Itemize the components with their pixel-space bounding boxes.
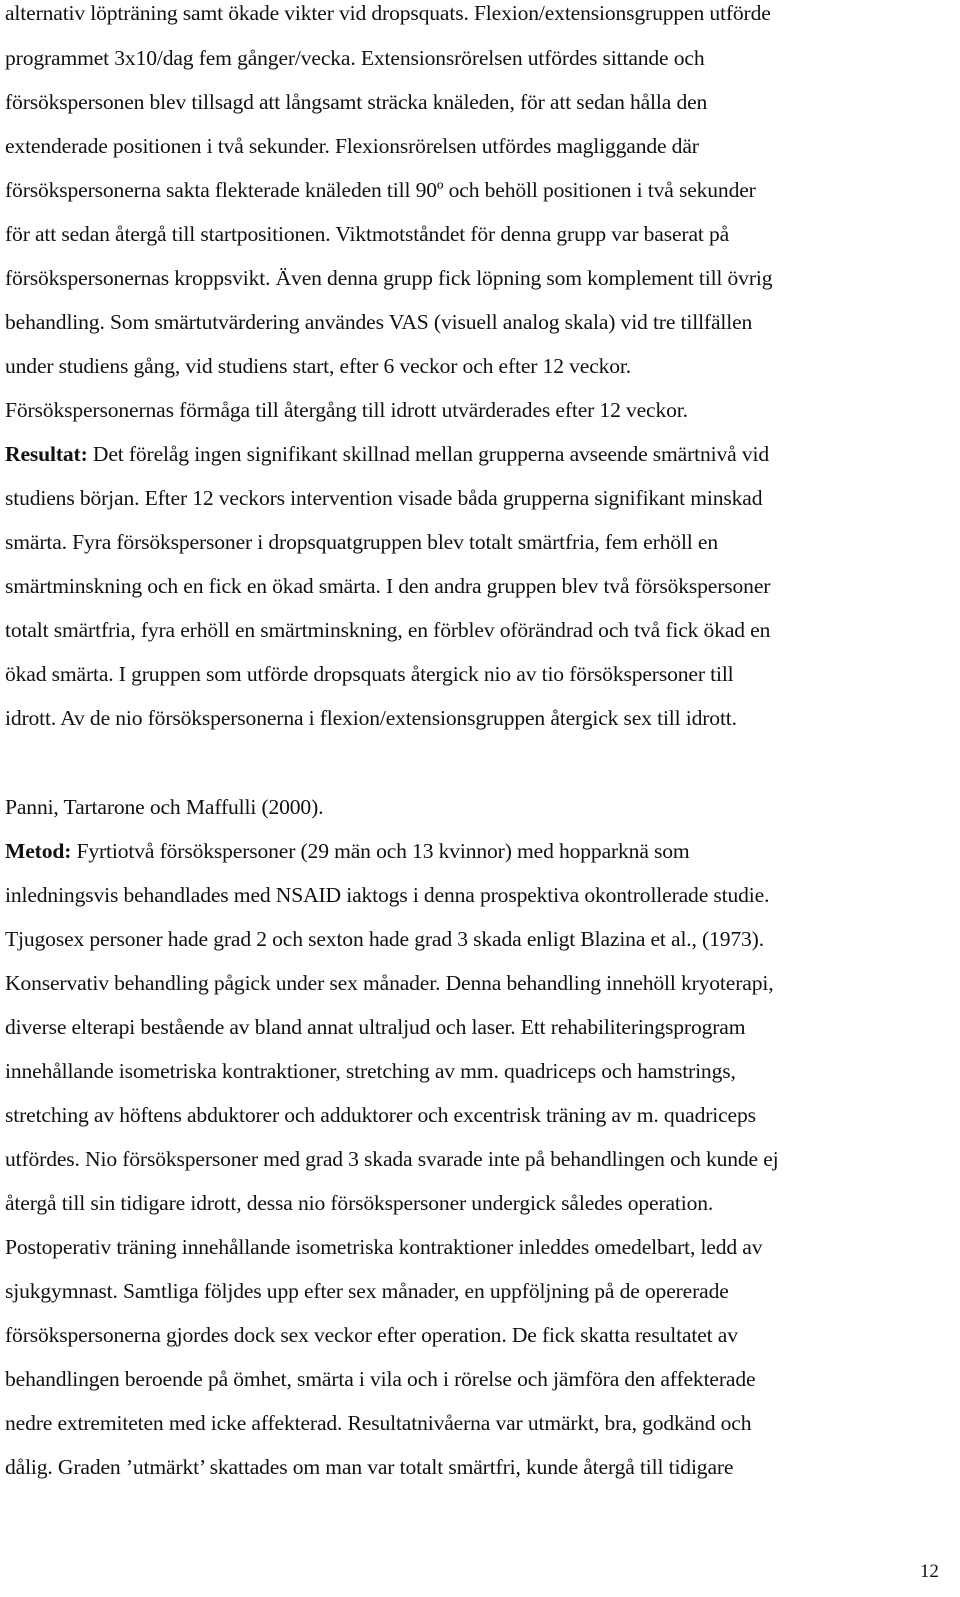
results-text: Det förelåg ingen signifikant skillnad mellan grupperna avseende smärtnivå vid xyxy=(87,442,769,466)
text-line: programmet 3x10/dag fem gånger/vecka. Extensionsrörelsen utfördes sittande och xyxy=(5,46,705,70)
text-line: stretching av höftens abduktorer och adduktorer och excentrisk träning av m. quadriceps xyxy=(5,1103,756,1127)
method-text: Fyrtiotvå försökspersoner (29 män och 13 kvinnor) med hopparknä som xyxy=(71,839,690,863)
page-number: 12 xyxy=(920,1561,939,1582)
text-line: behandlingen beroende på ömhet, smärta i vila och i rörelse och jämföra den affekterade xyxy=(5,1367,756,1391)
text-line: försökspersonerna sakta flekterade knäleden till 90º och behöll positionen i två sekunder xyxy=(5,178,756,202)
text-line: Postoperativ träning innehållande isometriska kontraktioner inleddes omedelbart, ledd av xyxy=(5,1235,763,1259)
text-line: återgå till sin tidigare idrott, dessa nio försökspersoner undergick således operation. xyxy=(5,1191,714,1215)
text-line: Tjugosex personer hade grad 2 och sexton hade grad 3 skada enligt Blazina et al., (1973). xyxy=(5,927,764,951)
text-line: ökad smärta. I gruppen som utförde dropsquats återgick nio av tio försökspersoner till xyxy=(5,662,734,686)
results-line xyxy=(5,441,769,467)
text-line: behandling. Som smärtutvärdering användes VAS (visuell analog skala) vid tre tillfällen xyxy=(5,310,753,334)
text-line: försökspersonernas kroppsvikt. Även denna grupp fick löpning som komplement till övrig xyxy=(5,266,773,290)
text-line: försökspersonen blev tillsagd att långsamt sträcka knäleden, för att sedan hålla den xyxy=(5,90,708,114)
text-line: alternativ löpträning samt ökade vikter vid dropsquats. Flexion/extensionsgruppen utförde xyxy=(5,1,771,25)
method-line xyxy=(5,838,690,864)
text-line: extenderade positionen i två sekunder. Flexionsrörelsen utfördes magliggande där xyxy=(5,134,699,158)
text-line: försökspersonerna gjordes dock sex veckor efter operation. De fick skatta resultatet av xyxy=(5,1323,738,1347)
text-line: sjukgymnast. Samtliga följdes upp efter sex månader, en uppföljning på de opererade xyxy=(5,1279,729,1303)
text-line: inledningsvis behandlades med NSAID iaktogs i denna prospektiva okontrollerade studie. xyxy=(5,883,770,907)
results-label: Resultat: xyxy=(5,442,88,466)
text-line: under studiens gång, vid studiens start, efter 6 veckor och efter 12 veckor. xyxy=(5,354,632,378)
text-line: totalt smärtfria, fyra erhöll en smärtminskning, en förblev oförändrad och två fick ökad en xyxy=(5,618,771,642)
text-line: Försökspersonernas förmåga till återgång till idrott utvärderades efter 12 veckor. xyxy=(5,398,688,422)
text-line: för att sedan återgå till startpositionen. Viktmotståndet för denna grupp var baserat på xyxy=(5,222,730,246)
method-label: Metod: xyxy=(5,839,72,863)
text-line: idrott. Av de nio försökspersonerna i flexion/extensionsgruppen återgick sex till idrott. xyxy=(5,706,737,730)
text-line: Konservativ behandling pågick under sex månader. Denna behandling innehöll kryoterapi, xyxy=(5,971,774,995)
text-line: innehållande isometriska kontraktioner, stretching av mm. quadriceps och hamstrings, xyxy=(5,1059,736,1083)
text-line: smärta. Fyra försökspersoner i dropsquatgruppen blev totalt smärtfria, fem erhöll en xyxy=(5,530,718,554)
text-line: utfördes. Nio försökspersoner med grad 3 skada svarade inte på behandlingen och kunde ej xyxy=(5,1147,779,1171)
text-line: smärtminskning och en fick en ökad smärta. I den andra gruppen blev två försökspersoner xyxy=(5,574,771,598)
text-line: diverse elterapi bestående av bland annat ultraljud och laser. Ett rehabiliteringsprogram xyxy=(5,1015,746,1039)
text-line: nedre extremiteten med icke affekterad. Resultatnivåerna var utmärkt, bra, godkänd och xyxy=(5,1411,752,1435)
text-line: studiens början. Efter 12 veckors intervention visade båda grupperna signifikant minskad xyxy=(5,486,763,510)
reference-heading: Panni, Tartarone och Maffulli (2000). xyxy=(5,795,324,819)
text-line: dålig. Graden ’utmärkt’ skattades om man var totalt smärtfri, kunde återgå till tidigare xyxy=(5,1455,734,1479)
